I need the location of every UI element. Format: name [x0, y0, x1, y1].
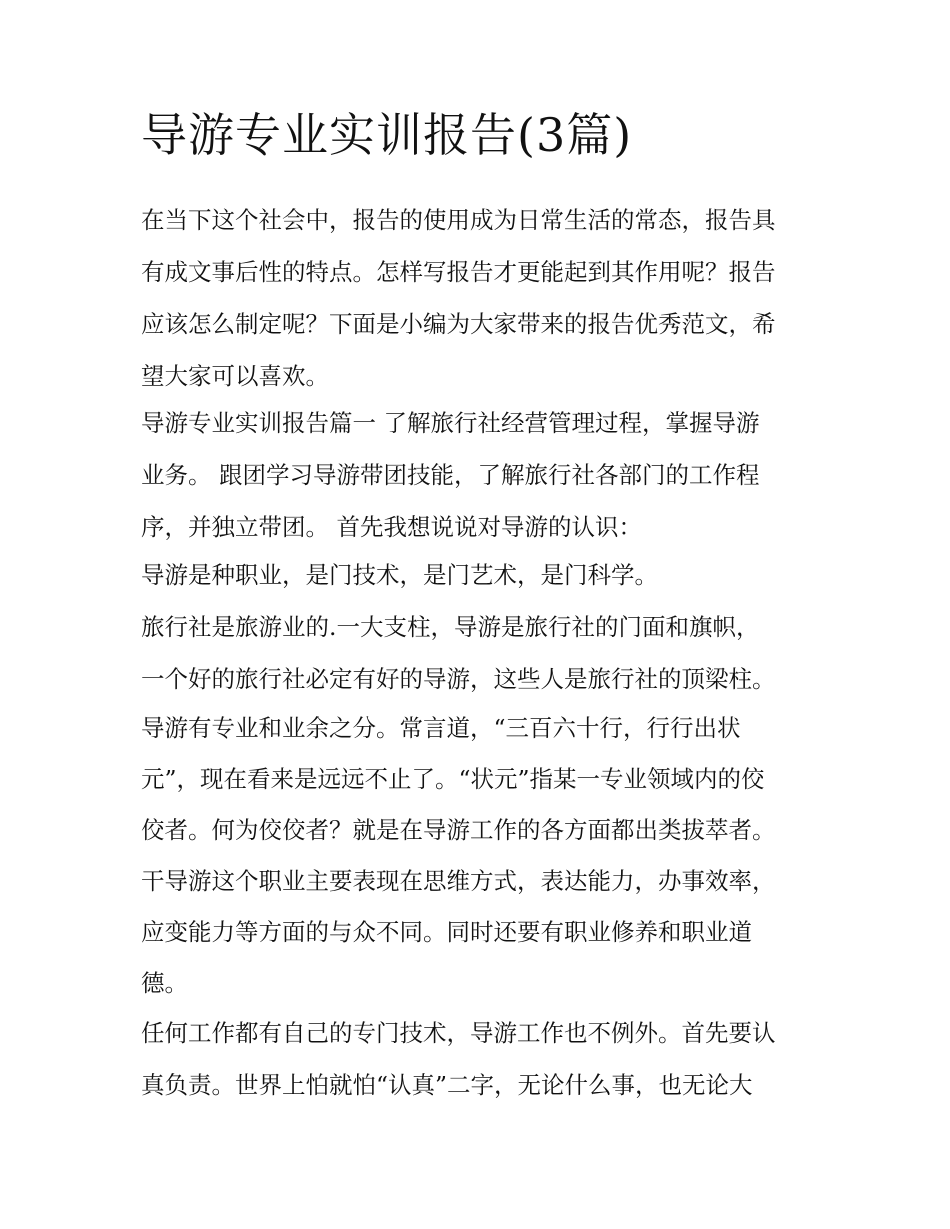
body-line: 业务。 跟团学习导游带团技能，了解旅行社各部门的工作程 — [141, 461, 760, 489]
body-line: 旅行社是旅游业的.一大支柱，导游是旅行社的门面和旗帜， — [141, 613, 760, 641]
body-line: 元”，现在看来是远远不止了。“状元”指某一专业领域内的佼 — [141, 765, 765, 793]
body-line: 真负责。世界上怕就怕“认真”二字，无论什么事，也无论大 — [141, 1071, 753, 1099]
body-line: 导游专业实训报告篇一 了解旅行社经营管理过程，掌握导游 — [141, 409, 760, 437]
body-line: 一个好的旅行社必定有好的导游，这些人是旅行社的顶梁柱。 — [141, 665, 776, 693]
body-line: 望大家可以喜欢。 — [141, 362, 329, 390]
body-line: 导游是种职业，是门技术，是门艺术，是门科学。 — [141, 561, 658, 589]
body-line: 序，并独立带团。 首先我想说说对导游的认识： — [141, 513, 642, 541]
body-line: 有成文事后性的特点。怎样写报告才更能起到其作用呢？报告 — [141, 258, 776, 286]
body-line: 在当下这个社会中，报告的使用成为日常生活的常态，报告具 — [141, 206, 776, 234]
body-line: 德。 — [141, 969, 188, 997]
body-line: 干导游这个职业主要表现在思维方式，表达能力，办事效率， — [141, 867, 776, 895]
document-title: 导游专业实训报告(3篇) — [141, 108, 633, 162]
body-line: 导游有专业和业余之分。常言道，“三百六十行，行行出状 — [141, 714, 741, 742]
body-line: 佼者。何为佼佼者？就是在导游工作的各方面都出类拔萃者。 — [141, 816, 776, 844]
body-line: 应变能力等方面的与众不同。同时还要有职业修养和职业道 — [141, 918, 752, 946]
body-line: 应该怎么制定呢？下面是小编为大家带来的报告优秀范文，希 — [141, 310, 776, 338]
body-line: 任何工作都有自己的专门技术，导游工作也不例外。首先要认 — [141, 1019, 776, 1047]
